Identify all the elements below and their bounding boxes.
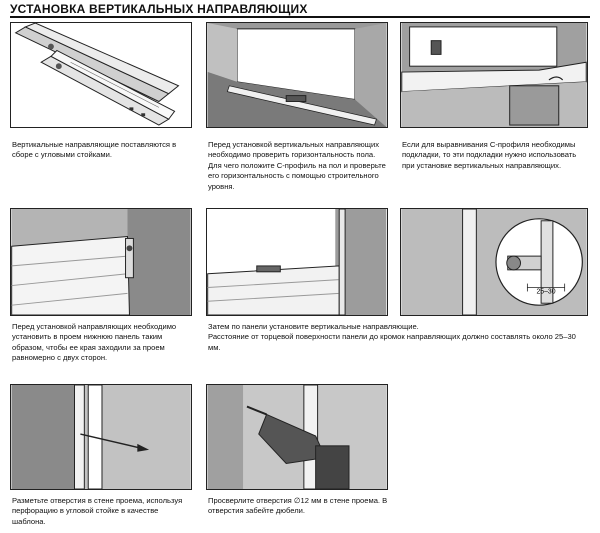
step-2-illustration (206, 22, 388, 128)
shim-drawing (401, 23, 587, 127)
step-5-caption: Затем по панели установите вертикальные направляющие. Расстояние от торцевой поверхности панели до кромок направляющих должно составлять около 25–30 мм. (208, 322, 576, 352)
title-underline (10, 16, 590, 18)
step-6-illustration (400, 208, 588, 316)
gap-dimension-label: 25–30 (536, 288, 556, 296)
rail-on-panel-drawing (207, 209, 387, 315)
step-4-illustration (10, 208, 192, 316)
bottom-panel-drawing (11, 209, 191, 315)
floor-check-drawing (207, 23, 387, 127)
step-4-caption: Перед установкой направляющих необходимо установить в проем нижнюю панель таким образом, чтобы ее края заходили за проем равномерно с двух сторон. (12, 322, 177, 363)
step-1-illustration (10, 22, 192, 128)
step-8-illustration (206, 384, 388, 490)
gap-detail-drawing (401, 209, 587, 315)
step-2-caption: Перед установкой вертикальных направляющих необходимо проверить горизонтальность пола. Для чего положите С-профиль на пол и проверьте его горизонтальность с помощью строительного уровня. (208, 140, 386, 191)
step-8-caption: Просверлите отверстия ∅12 мм в стене проема. В отверстия забейте дюбели. (208, 496, 388, 516)
step-5-illustration (206, 208, 388, 316)
rail-assembly-drawing (11, 23, 191, 127)
step-7-caption: Разметьте отверстия в стене проема, используя перфорацию в угловой стойке в качестве шаблона. (12, 496, 183, 526)
page-title: УСТАНОВКА ВЕРТИКАЛЬНЫХ НАПРАВЛЯЮЩИХ (10, 2, 308, 16)
step-3-illustration (400, 22, 588, 128)
drill-holes-drawing (207, 385, 387, 489)
mark-holes-drawing (11, 385, 191, 489)
step-7-illustration (10, 384, 192, 490)
step-3-caption: Если для выравнивания С-профиля необходимы подкладки, то эти подкладки нужно использовать при установке вертикальных направляющих. (402, 140, 577, 170)
step-1-caption: Вертикальные направляющие поставляются в сборе с угловыми стойками. (12, 140, 177, 160)
